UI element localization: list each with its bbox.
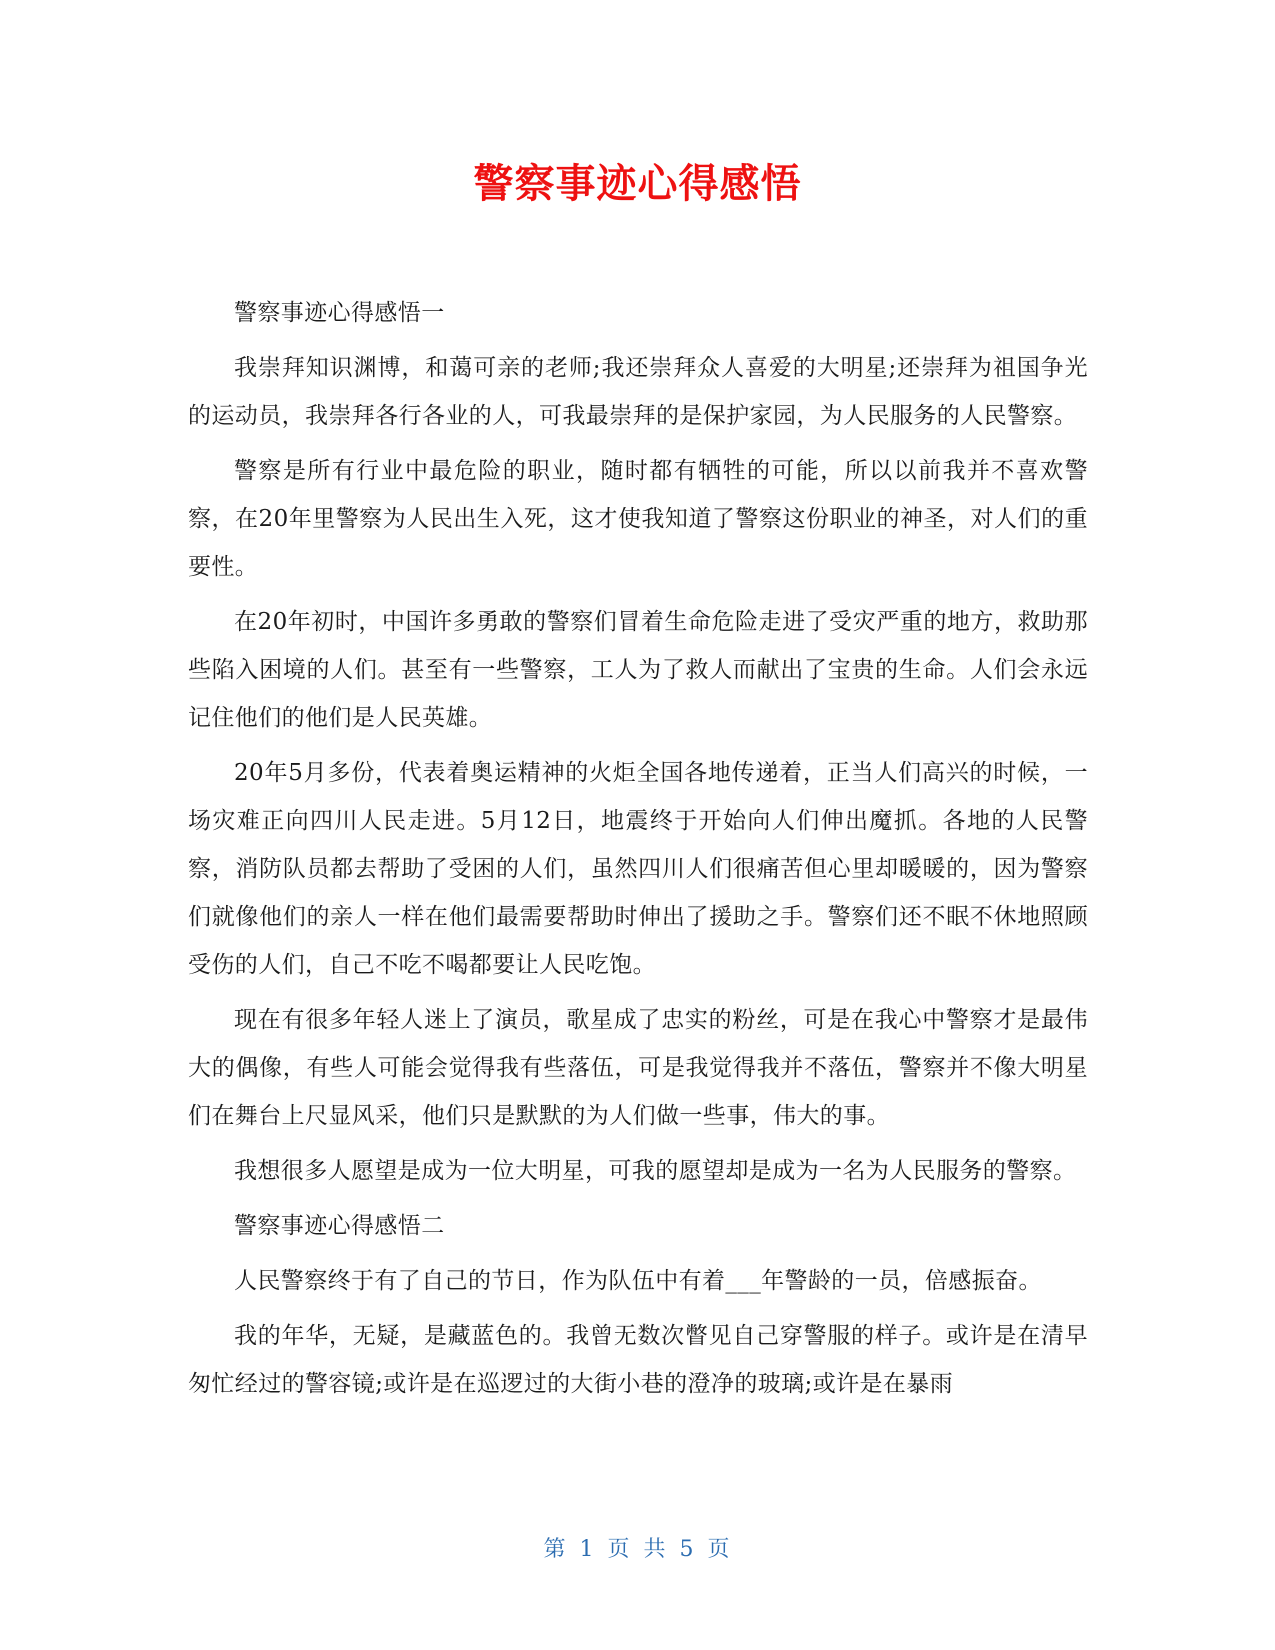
document-title: 警察事迹心得感悟 xyxy=(473,161,802,207)
footer-page-label: 第 xyxy=(543,1537,568,1562)
footer-total-label: 共 xyxy=(643,1537,668,1562)
footer-page-unit: 页 xyxy=(607,1537,632,1562)
footer-total-unit: 页 xyxy=(707,1537,732,1562)
paragraph: 在20年初时，中国许多勇敢的警察们冒着生命危险走进了受灾严重的地方，救助那些陷入困境的人们。甚至有一些警察，工人为了救人而献出了宝贵的生命。人们会永远记住他们的他们是人民英雄。 xyxy=(188,609,1088,731)
section-heading-1: 警察事迹心得感悟一 xyxy=(234,300,445,326)
page-footer xyxy=(0,1532,1275,1563)
paragraph: 20年5月多份，代表着奥运精神的火炬全国各地传递着，正当人们高兴的时候，一场灾难正向四川人民走进。5月12日，地震终于开始向人们伸出魔抓。各地的人民警察，消防队员都去帮助了受困的人们，虽然四川人们很痛苦但心里却暖暖的，因为警察们就像他们的亲人一样在他们最需要帮助时伸出了援助之手。警察们还不眠不休地照顾受伤的人们，自己不吃不喝都要让人民吃饱。 xyxy=(188,760,1088,978)
paragraph: 我崇拜知识渊博，和蔼可亲的老师;我还崇拜众人喜爱的大明星;还崇拜为祖国争光的运动员，我崇拜各行各业的人，可我最崇拜的是保护家园，为人民服务的人民警察。 xyxy=(188,355,1088,429)
paragraph: 现在有很多年轻人迷上了演员，歌星成了忠实的粉丝，可是在我心中警察才是最伟大的偶像，有些人可能会觉得我有些落伍，可是我觉得我并不落伍，警察并不像大明星们在舞台上尺显风采，他们只是默默的为人们做一些事，伟大的事。 xyxy=(188,1007,1088,1129)
document-body xyxy=(188,289,1088,1415)
footer-total-pages: 5 xyxy=(679,1537,696,1562)
paragraph: 人民警察终于有了自己的节日，作为队伍中有着___年警龄的一员，倍感振奋。 xyxy=(234,1268,1042,1294)
section-heading-2: 警察事迹心得感悟二 xyxy=(234,1213,445,1239)
paragraph: 我的年华，无疑，是藏蓝色的。我曾无数次瞥见自己穿警服的样子。或许是在清早匆忙经过的警容镜;或许是在巡逻过的大街小巷的澄净的玻璃;或许是在暴雨 xyxy=(188,1323,1088,1397)
paragraph: 我想很多人愿望是成为一位大明星，可我的愿望却是成为一名为人民服务的警察。 xyxy=(234,1158,1077,1184)
footer-current-page: 1 xyxy=(579,1537,596,1562)
paragraph: 警察是所有行业中最危险的职业，随时都有牺牲的可能，所以以前我并不喜欢警察，在20年里警察为人民出生入死，这才使我知道了警察这份职业的神圣，对人们的重要性。 xyxy=(188,458,1088,580)
